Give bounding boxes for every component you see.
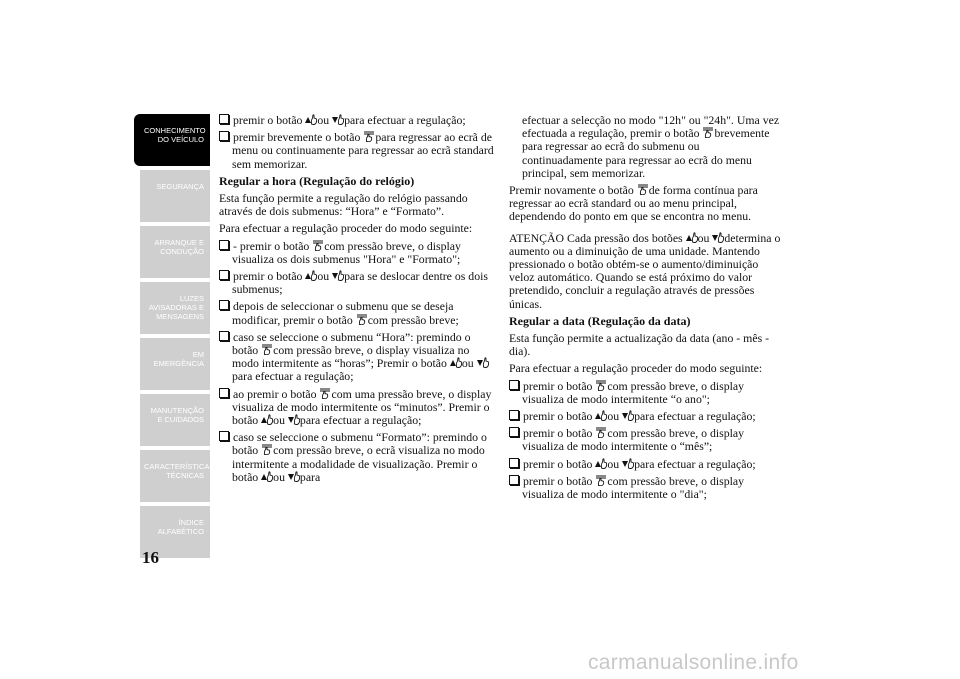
checkbox-bullet-icon [219,431,229,441]
up-hand-button-icon [261,471,273,482]
page-number: 16 [142,548,159,567]
sidebar [140,114,215,562]
section-heading: Regular a hora (Regulação do relógio) [219,173,415,188]
checkbox-bullet-icon [509,475,519,485]
paragraph: Para efectuar a regulação proceder do modo seguinte: [509,361,763,376]
menu-hand-button-icon [363,131,375,142]
list-item-continuation: efectuar a selecção no modo "12h" ou "24h". Uma vez efectuada a regulação, premir o botão brevemente para regressar ao ecrã do submenu ou continuadamente para regressar ao ecrã do menu principal, sem memorizar. [522,113,780,180]
down-hand-button-icon [332,114,344,125]
menu-hand-button-icon [595,475,607,486]
tab-manutencao[interactable]: MANUTENÇÃO E CUIDADOS [140,394,210,446]
up-hand-button-icon [261,414,273,425]
paragraph: Esta função permite a regulação do relógio passando através de dois submenus: “Hora” e “Formato”. [219,191,468,219]
up-hand-button-icon [305,270,317,281]
tab-arranque-e-conducao[interactable]: ARRANQUE E CONDUÇÃO [140,226,210,278]
list-item: premir o botão ou para se deslocar dentre os dois submenus; [219,270,494,296]
checkbox-bullet-icon [219,131,229,141]
up-hand-button-icon [595,410,607,421]
menu-hand-button-icon [637,184,649,195]
text-column-right [509,114,783,505]
list-item: premir brevemente o botão para regressar ao ecrã de menu ou continuamente para regressar ao ecrã standard sem memorizar. [219,131,494,171]
list-item: caso se seleccione o submenu “Hora”: premindo o botão com pressão breve, o display visualiza no modo intermitente as “horas”; Premir o botão ou para efectuar a regulação; [219,331,494,384]
paragraph: Para efectuar a regulação proceder do modo seguinte: [219,221,473,236]
checkbox-bullet-icon [219,331,229,341]
list-item: premir o botão ou para efectuar a regulação; [219,114,494,127]
paragraph: Esta função permite a actualização da data (ano - mês - dia). [509,331,770,359]
list-item: caso se seleccione o submenu “Formato”: premindo o botão com pressão breve, o ecrã visualiza no modo intermitente a modalidade de visualização. Premir o botão ou para [219,431,494,484]
up-hand-button-icon [686,232,698,243]
tab-seguranca[interactable]: SEGURANÇA [140,170,210,222]
list-item: premir o botão ou para efectuar a regulação; [509,410,783,423]
down-hand-button-icon [332,270,344,281]
checkbox-bullet-icon [219,270,229,280]
menu-hand-button-icon [356,314,368,325]
list-item: premir o botão com pressão breve, o display visualiza de modo intermitente “o ano"; [509,380,783,406]
down-hand-button-icon [288,414,300,425]
watermark: carmanualsonline.info [588,651,799,674]
list-item: - premir o botão com pressão breve, o display visualiza os dois submenus "Hora" e "Formato"; [219,240,494,266]
down-hand-button-icon [477,357,489,368]
down-hand-button-icon [712,232,724,243]
text-column-left [219,114,494,488]
checkbox-bullet-icon [509,458,519,468]
tab-em-emergencia[interactable]: EM EMERGÊNCIA [140,338,210,390]
up-hand-button-icon [305,114,317,125]
tab-conhecimento-do-veiculo[interactable]: CONHECIMENTO DO VEÍCULO [140,114,210,166]
checkbox-bullet-icon [219,240,229,250]
checkbox-bullet-icon [219,388,229,398]
list-item: ao premir o botão com uma pressão breve, o display visualiza de modo intermitente os “minutos”. Premir o botão ou para efectuar a regulação; [219,388,494,428]
up-hand-button-icon [595,458,607,469]
menu-hand-button-icon [261,444,273,455]
checkbox-bullet-icon [509,410,519,420]
checkbox-bullet-icon [219,114,229,124]
menu-hand-button-icon [595,380,607,391]
down-hand-button-icon [288,471,300,482]
down-hand-button-icon [622,410,634,421]
list-item: premir o botão ou para efectuar a regulação; [509,458,783,471]
menu-hand-button-icon [595,427,607,438]
list-item: premir o botão com pressão breve, o display visualiza de modo intermitente o “mês”; [509,427,783,453]
list-item: depois de seleccionar o submenu que se deseja modificar, premir o botão com pressão breve; [219,300,494,326]
checkbox-bullet-icon [219,300,229,310]
checkbox-bullet-icon [509,427,519,437]
down-hand-button-icon [622,458,634,469]
menu-hand-button-icon [312,240,324,251]
checkbox-bullet-icon [509,380,519,390]
paragraph: Premir novamente o botão de forma contínua para regressar ao ecrã standard ou ao menu principal, dependendo do ponto em que se encontra no menu. [509,183,758,224]
tab-caracteristicas-tecnicas[interactable]: CARACTERÍSTICAS TÉCNICAS [140,450,210,502]
tab-luzes-avisadoras[interactable]: LUZES AVISADORAS E MENSAGENS [140,282,210,334]
up-hand-button-icon [450,357,462,368]
menu-hand-button-icon [702,127,714,138]
menu-hand-button-icon [319,388,331,399]
list-item: premir o botão com pressão breve, o display visualiza de modo intermitente o "dia"; [509,475,783,501]
paragraph: ATENÇÃO Cada pressão dos botões ou determina o aumento ou a diminuição de uma unidade. Mantendo pressionado o botão obtém-se o aumento/diminuição veloz automático. Quando se está próximo do valor pretendido, concluir a regulação através de pressões únicas. [509,230,781,311]
section-heading: Regular a data (Regulação da data) [509,313,691,328]
menu-hand-button-icon [261,344,273,355]
tab-indice-alfabetico[interactable]: ÍNDICE ALFABÉTICO [140,506,210,558]
